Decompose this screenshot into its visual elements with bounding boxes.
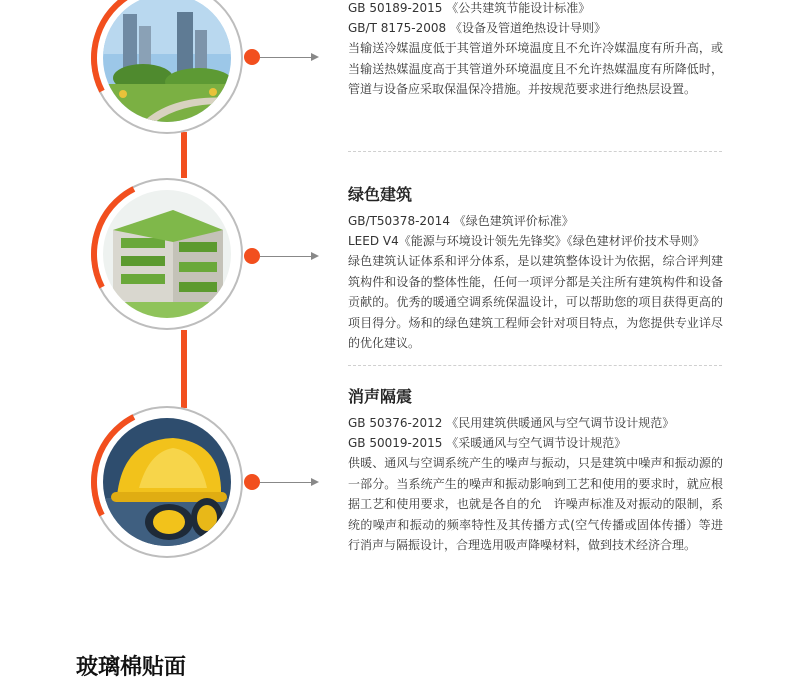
arrow-head-icon — [311, 478, 319, 486]
hard-hat-earmuffs-photo — [103, 418, 231, 546]
section-1-text — [348, 0, 723, 100]
dashed-divider — [348, 365, 722, 366]
section-2-text — [348, 184, 723, 354]
arrow-head-icon — [311, 53, 319, 61]
standard-reference: GB/T 8175-2008 《设备及管道绝热设计导则》 — [348, 21, 606, 35]
timeline-connector — [181, 132, 187, 178]
dashed-divider — [348, 151, 722, 152]
arrow-head-icon — [311, 252, 319, 260]
section-description: 绿色建筑认证体系和评分体系，是以建筑整体设计为依据，综合评判建筑构件和设备的整体性能，任何一项评分都是关注所有建筑构件和设备贡献的。优秀的暖通空调系统保温设计，可以帮助您的项目获得更高的项目得分。炀和的绿色建筑工程师会针对项目特点，为您提供专业详尽的优化建议。 — [348, 254, 723, 350]
standard-reference: GB/T50378-2014 《绿色建筑评价标准》 — [348, 214, 574, 228]
city-buildings-photo — [103, 0, 231, 122]
arrow-line — [260, 57, 312, 58]
standard-reference: LEED V4《能源与环境设计领先先锋奖》《绿色建材评价技术导则》 — [348, 234, 705, 248]
section-description: 当输送冷媒温度低于其管道外环境温度且不允许冷媒温度有所升高，或当输送热媒温度高于其管道外环境温度且不允许热媒温度有所降低时，管道与设备应采取保温保冷措施。并按规范要求进行绝热层设置。 — [348, 41, 723, 96]
standard-reference: GB 50019-2015 《采暖通风与空气调节设计规范》 — [348, 436, 627, 450]
green-building-photo — [103, 190, 231, 318]
section-title: 消声隔震 — [348, 387, 413, 406]
timeline-dot — [244, 248, 260, 264]
timeline-connector — [181, 330, 187, 408]
section-title: 绿色建筑 — [348, 185, 413, 204]
section-description: 供暖、通风与空调系统产生的噪声与振动，只是建筑中噪声和振动源的一部分。当系统产生的噪声和振动影响到工艺和使用的要求时，就应根据工艺和使用要求，也就是各自的允 许噪声标准及对振动的限制，系统的噪声和振动的频率特性及其传播方式(空气传播或固体传播）等进行消声与隔振设计，合理选用吸声降噪材料，做到技术经济合理。 — [348, 456, 723, 552]
arrow-line — [260, 482, 312, 483]
next-section-heading: 玻璃棉贴面 — [76, 655, 187, 680]
timeline-dot — [244, 49, 260, 65]
timeline-dot — [244, 474, 260, 490]
standard-reference: GB 50189-2015 《公共建筑节能设计标准》 — [348, 1, 591, 15]
arrow-line — [260, 256, 312, 257]
section-3-text — [348, 386, 723, 556]
standard-reference: GB 50376-2012 《民用建筑供暖通风与空气调节设计规范》 — [348, 416, 675, 430]
